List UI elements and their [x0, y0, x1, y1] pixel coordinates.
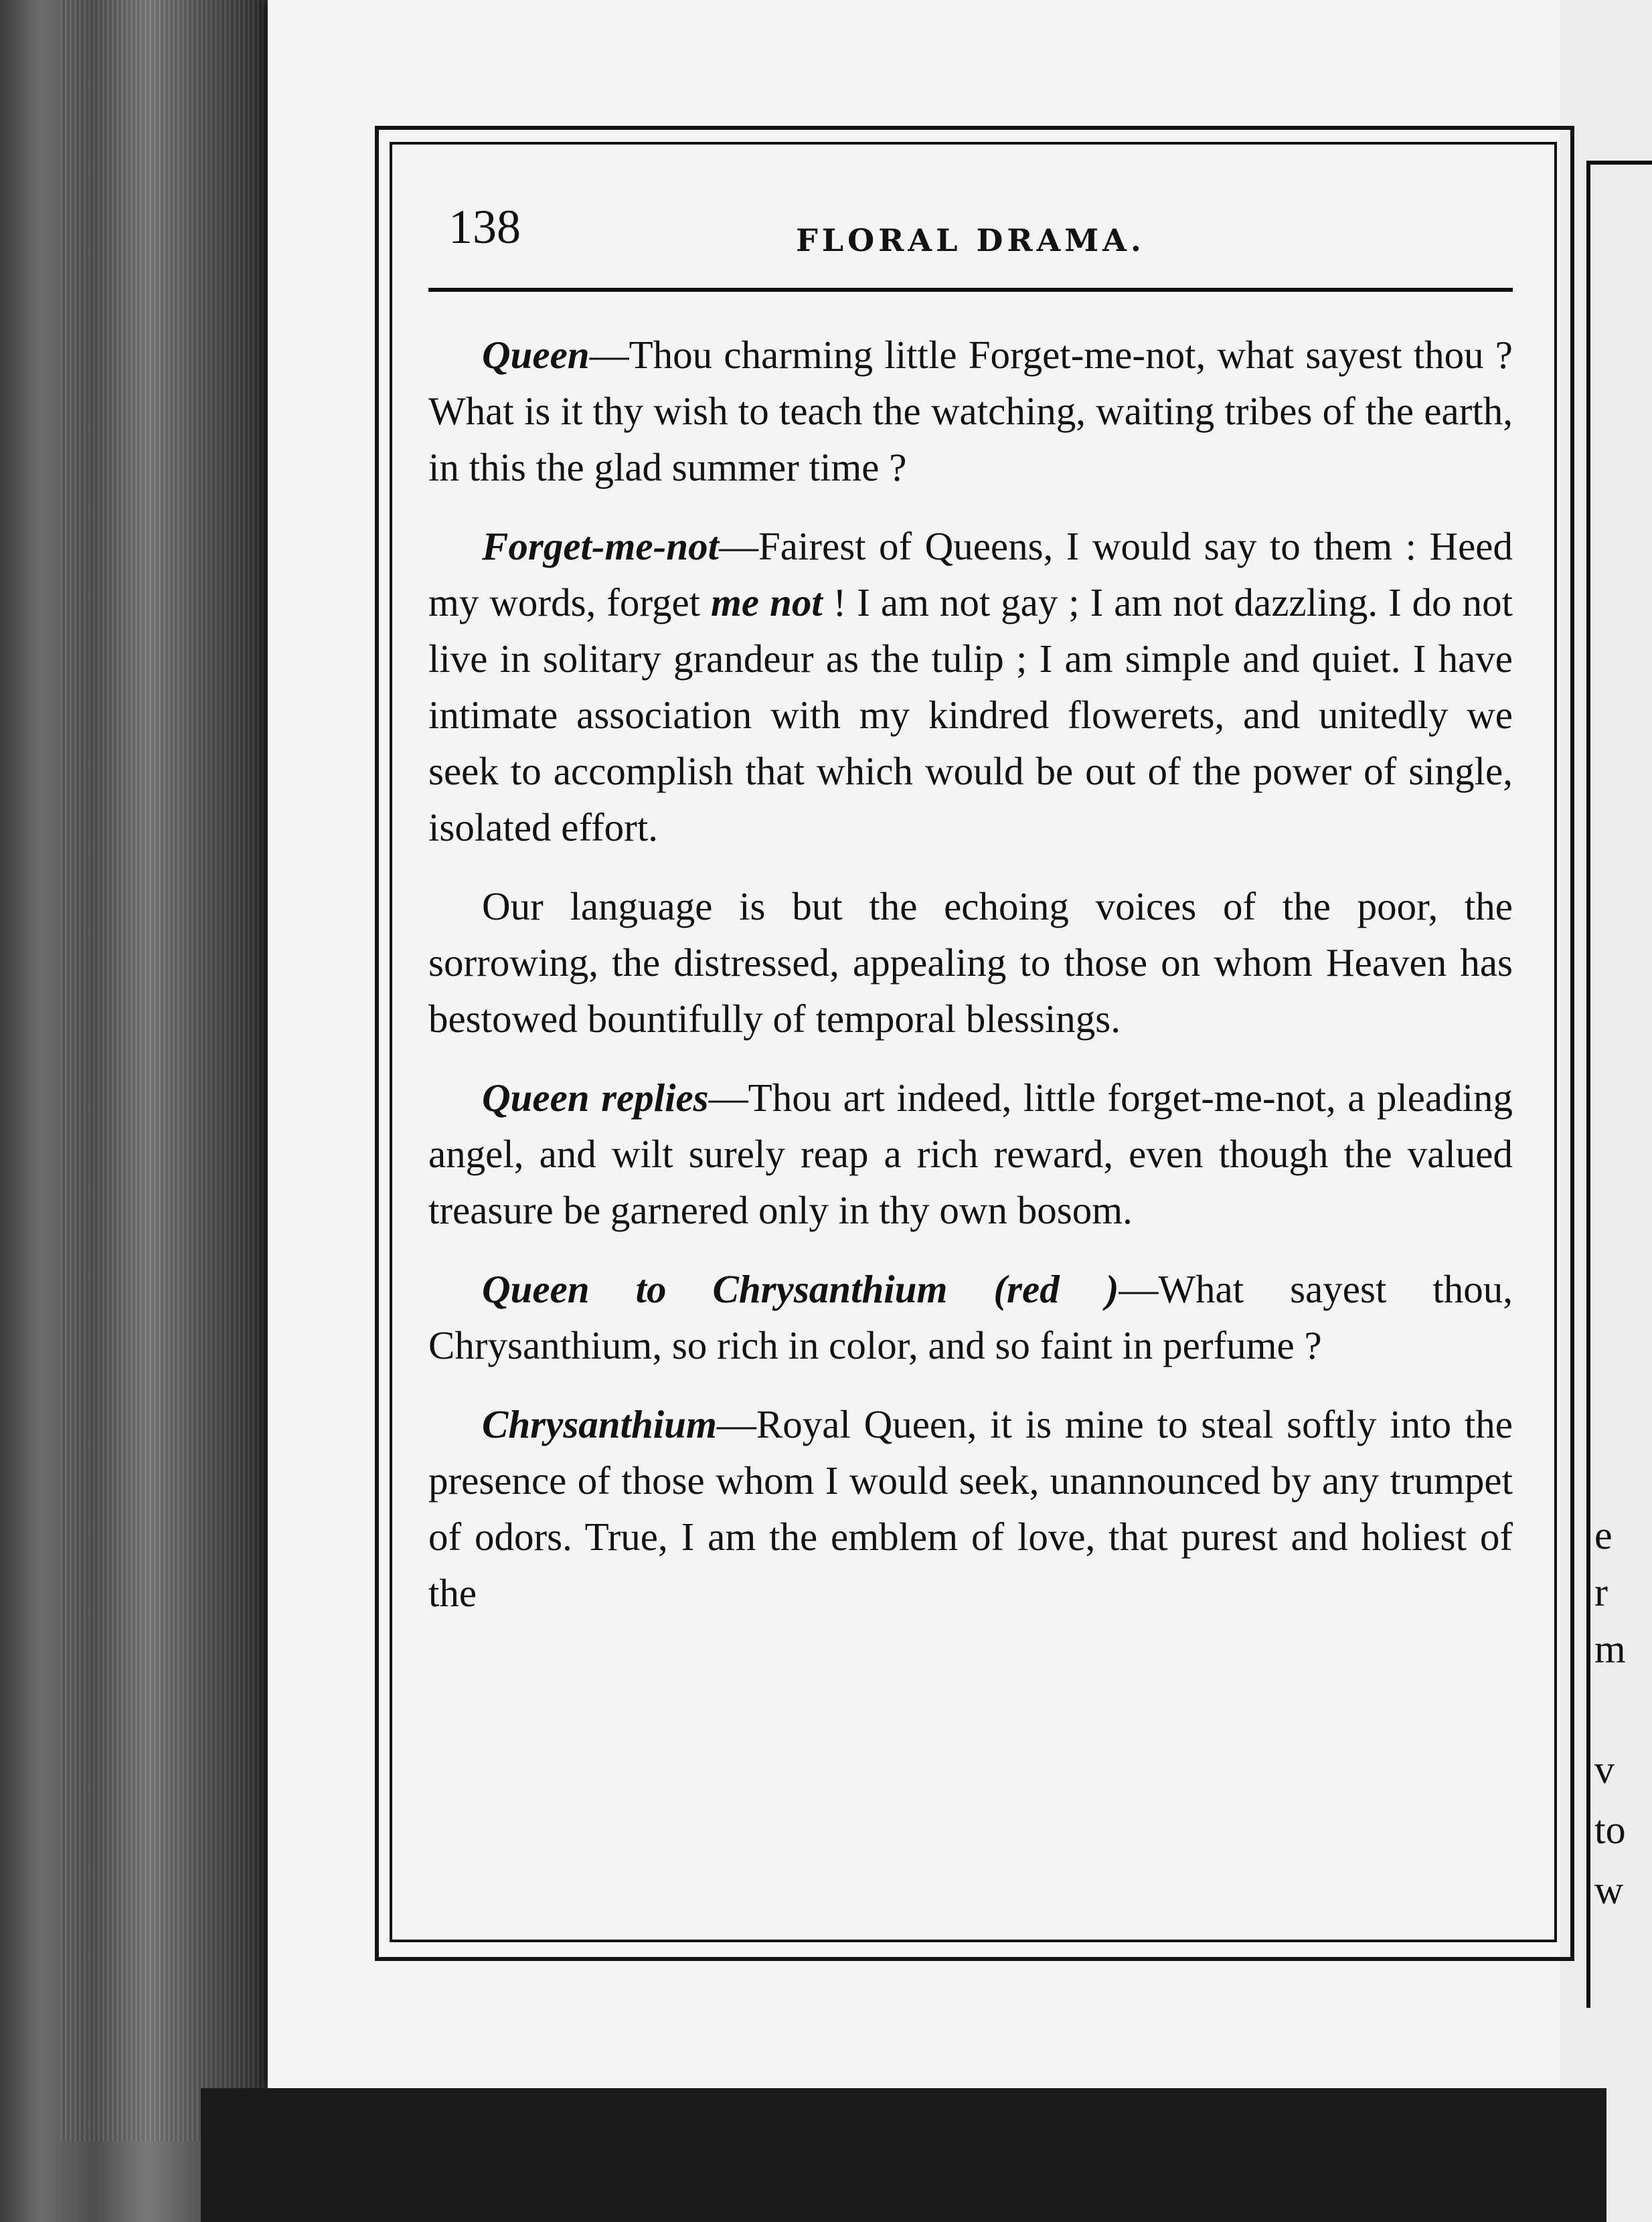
adjacent-page-fragment: m: [1594, 1627, 1626, 1671]
paragraph-text: —Thou charming little Forget-me-not, what sayest thou ? What is it thy wish to teach the watching, waiting tribes of the earth, in this the glad summer time ?: [428, 333, 1513, 489]
paragraph: [428, 1261, 1513, 1373]
paragraph-text: —What sayest thou, Chrysanthium, so rich in color, and so faint in perfume ?: [428, 1267, 1513, 1367]
paragraph: [428, 327, 1513, 495]
speaker-name: Chrysanthium: [482, 1402, 717, 1446]
adjacent-page-border-left: [1586, 161, 1590, 2008]
adjacent-page-fragment: r: [1594, 1570, 1608, 1614]
speaker-name: Queen: [482, 333, 590, 377]
speaker-name: Forget-me-not: [482, 524, 719, 568]
paragraph-text: —Thou art indeed, little forget-me-not, a pleading angel, and wilt surely reap a rich reward, even though the valued treasure be garnered only in thy own bosom.: [428, 1076, 1513, 1232]
adjacent-page-fragment: to: [1594, 1808, 1626, 1852]
scan-background: [201, 2088, 1606, 2222]
paragraph: [428, 878, 1513, 1047]
speaker-name: Queen replies: [482, 1076, 709, 1120]
paragraph-text: —Fairest of Queens, I would say to them : Heed my words, forget: [428, 524, 1513, 624]
adjacent-page-fragment: e: [1594, 1513, 1613, 1557]
adjacent-page-border-top: [1586, 161, 1652, 165]
emphasis-text: me not: [710, 580, 823, 624]
adjacent-page-fragment: w: [1594, 1868, 1624, 1912]
paragraph: [428, 1070, 1513, 1238]
page-content: [428, 187, 1513, 1901]
page-number: 138: [448, 200, 521, 254]
paragraph-text: ! I am not gay ; I am not dazzling. I do not live in solitary grandeur as the tulip ; I am simple and quiet. I have intimate association with my kindred flowerets, and unitedly we seek to accomplish that which would be out of the power of single, isolated effort.: [428, 580, 1513, 849]
paragraph: [428, 1396, 1513, 1621]
adjacent-page-fragment: v: [1594, 1747, 1615, 1792]
speaker-name: Queen to Chrysanthium (red ): [482, 1267, 1119, 1311]
paragraph: [428, 518, 1513, 855]
body-text: [428, 327, 1513, 1621]
paragraph-text: —Royal Queen, it is mine to steal softly into the presence of those whom I would seek, unannounced by any trumpet of odors. True, I am the emblem of love, that purest and holiest of the: [428, 1402, 1513, 1615]
page-edges: [60, 0, 274, 2142]
page-header: [428, 187, 1513, 292]
running-title: FLORAL DRAMA.: [796, 222, 1145, 258]
paragraph-text: Our language is but the echoing voices of the poor, the sorrowing, the distressed, appealing to those on whom Heaven has bestowed bountifully of temporal blessings.: [428, 884, 1513, 1041]
